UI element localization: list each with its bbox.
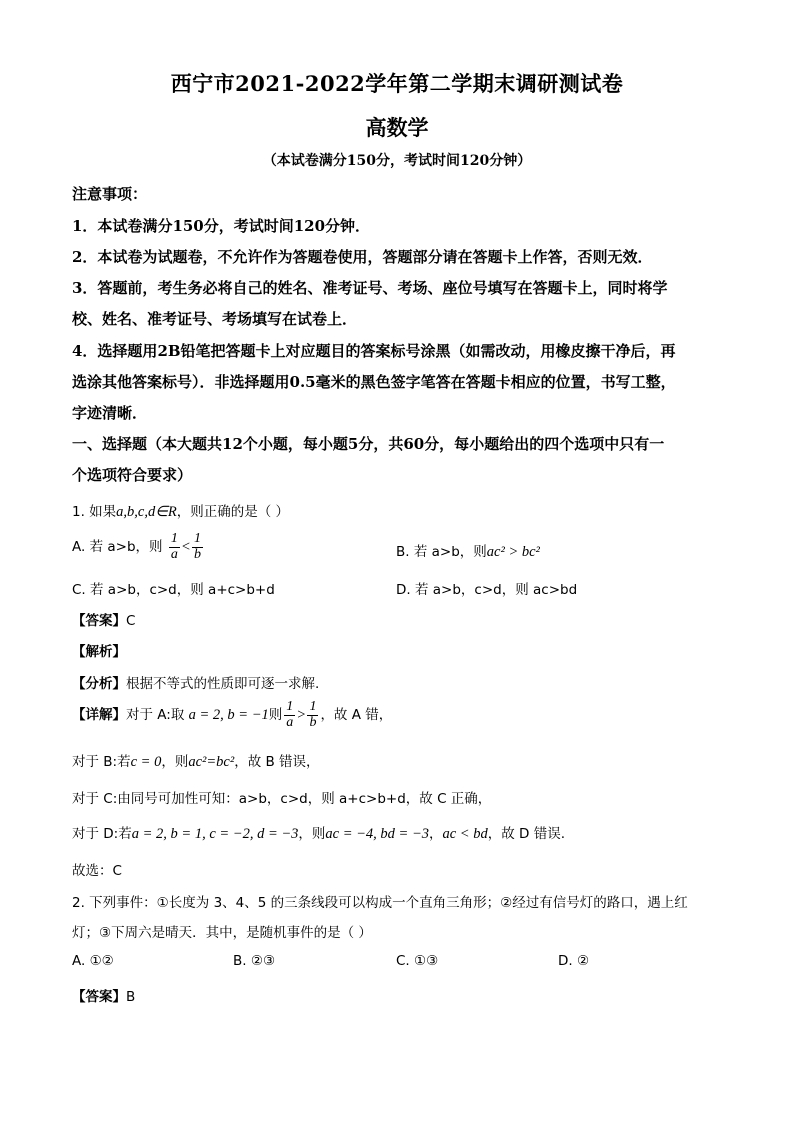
relation-symbol: > xyxy=(297,707,306,724)
exam-subject: 高数学 xyxy=(365,115,429,140)
fraction-numerator: 1 xyxy=(286,699,294,714)
detail-text: 对于 D:若 xyxy=(72,826,132,842)
q1-stem-text-end: ，则正确的是（ ） xyxy=(176,504,290,520)
notice-line: 1．本试卷满分150分，考试时间120分钟． xyxy=(72,217,371,235)
detail-math: ac < bd xyxy=(442,826,488,842)
notice-line: 4．选择题用2B铅笔把答题卡上对应题目的答案标号涂黑（如需改动，用橡皮擦干净后，再 xyxy=(72,342,676,360)
q2-option-a: A. ①② xyxy=(72,953,114,969)
q1-option-b-text: B. 若 a>b，则 xyxy=(396,544,487,560)
q2-option-d: D. ② xyxy=(558,953,590,969)
detail-text: 则 xyxy=(268,707,283,724)
exam-note: （本试卷满分150分，考试时间120分钟） xyxy=(262,153,532,169)
q2-option-c: C. ①③ xyxy=(396,953,439,969)
notice-line: 校、姓名、准考证号、考场填写在试卷上． xyxy=(72,310,358,328)
detail-text: 对于 B:若 xyxy=(72,754,131,770)
fraction xyxy=(192,532,203,562)
fraction-denominator: a xyxy=(170,546,178,562)
q1-detail-d xyxy=(72,822,722,843)
q1-fenxi xyxy=(72,672,722,692)
q1-analysis-tag: 【解析】 xyxy=(72,644,126,660)
answer-value: B xyxy=(126,989,136,1005)
fenxi-tag: 【分析】 xyxy=(72,676,126,692)
q1-answer xyxy=(72,609,722,629)
detail-text: ，故 B 错误， xyxy=(234,754,320,770)
q1-option-a xyxy=(72,532,205,562)
notice-line: 2．本试卷为试题卷，不允许作为答题卷使用，答题部分请在答题卡上作答，否则无效． xyxy=(72,248,653,266)
notice-line: 选涂其他答案标号）．非选择题用0.5毫米的黑色签字笔答在答题卡相应的位置，书写工整， xyxy=(72,373,676,391)
q2-option-b: B. ②③ xyxy=(233,953,276,969)
relation-symbol: < xyxy=(181,539,191,556)
q1-detail-c: 对于 C:由同号可加性可知：a>b，c>d，则 a+c>b+d，故 C 正确， xyxy=(72,791,492,807)
q1-option-a-text: A. 若 a>b，则 xyxy=(72,539,163,556)
q1-option-d: D. 若 a>b，c>d，则 ac>bd xyxy=(396,582,578,598)
fraction-denominator: b xyxy=(194,546,202,562)
section-heading-cont: 个选项符合要求） xyxy=(72,466,193,484)
q1-detail-b xyxy=(72,750,722,771)
q1-option-c: C. 若 a>b，c>d，则 a+c>b+d xyxy=(72,582,275,598)
detail-math: ac = −4, bd = −3 xyxy=(325,826,429,842)
fraction-numerator: 1 xyxy=(309,699,317,714)
answer-tag: 【答案】 xyxy=(72,613,126,629)
q2-stem-cont: 灯；③下周六是晴天．其中，是随机事件的是（ ） xyxy=(72,925,372,941)
q1-stem-math: a,b,c,d∈R xyxy=(116,504,177,520)
fraction xyxy=(169,532,180,562)
detail-text: ，故 A 错， xyxy=(320,707,393,724)
detail-math: c = 0 xyxy=(130,754,162,770)
detail-math: a = 2, b = 1, c = −2, d = −3 xyxy=(131,826,299,842)
fraction xyxy=(284,700,295,730)
q1-choose: 故选：C xyxy=(72,863,122,879)
detail-math: a = 2, b = −1 xyxy=(188,707,269,724)
q1-option-b-math: ac² > bc² xyxy=(486,544,540,560)
q1-detail-a xyxy=(72,700,722,730)
detail-text: ，则 xyxy=(161,754,189,770)
notice-line: 3．答题前，考生务必将自己的姓名、准考证号、考场、座位号填写在答题卡上，同时将学 xyxy=(72,279,668,297)
detail-math: ac²=bc² xyxy=(188,754,235,770)
notice-heading: 注意事项： xyxy=(72,185,148,203)
detail-text: ， xyxy=(428,826,443,842)
fraction xyxy=(307,700,318,730)
exam-title: 西宁市2021-2022学年第二学期末调研测试卷 xyxy=(170,71,624,96)
answer-tag: 【答案】 xyxy=(72,989,126,1005)
fraction-numerator: 1 xyxy=(194,531,202,546)
q1-stem xyxy=(72,500,722,521)
detail-text: ，故 D 错误. xyxy=(487,826,565,842)
q1-stem-text: 1. 如果 xyxy=(72,504,117,520)
fenxi-text: 根据不等式的性质即可逐一求解. xyxy=(126,676,320,692)
notice-line: 字迹清晰． xyxy=(72,404,148,422)
q1-option-b xyxy=(396,540,540,561)
section-heading: 一、选择题（本大题共12个小题，每小题5分，共60分，每小题给出的四个选项中只有一 xyxy=(72,435,665,453)
fraction-numerator: 1 xyxy=(170,531,178,546)
fraction-denominator: a xyxy=(286,714,294,730)
detail-text: ，则 xyxy=(298,826,326,842)
answer-value: C xyxy=(126,613,136,629)
q2-answer xyxy=(72,985,722,1005)
detail-tag: 【详解】 xyxy=(72,707,126,724)
detail-text: 对于 A:取 xyxy=(126,707,185,724)
q2-stem: 2. 下列事件：①长度为 3、4、5 的三条线段可以构成一个直角三角形；②经过有信号灯的路口，遇上红 xyxy=(72,895,688,911)
fraction-denominator: b xyxy=(309,714,317,730)
